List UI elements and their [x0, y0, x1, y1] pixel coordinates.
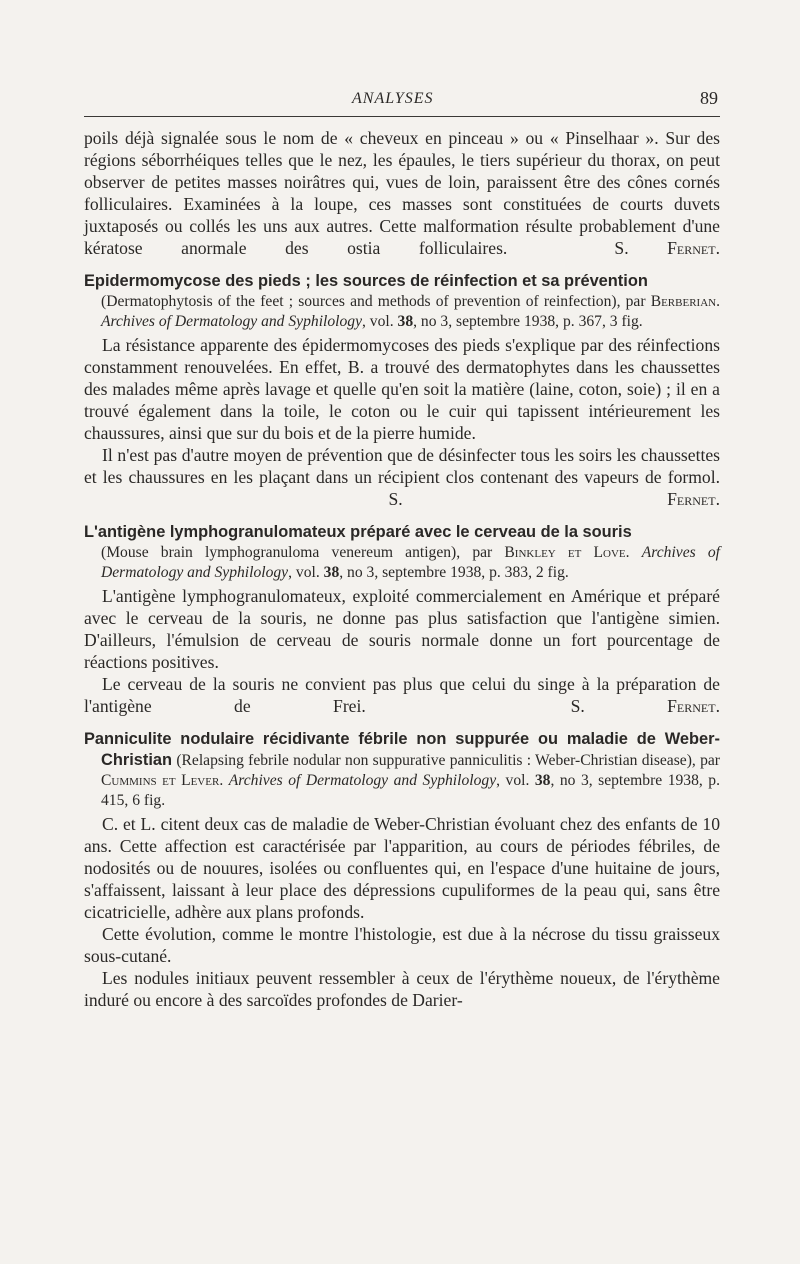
article-1-journal: Archives of Dermatology and Syphilology — [101, 313, 362, 330]
header-rule — [84, 116, 720, 117]
article-2-ref-pre: (Mouse brain lymphogranuloma venereum antigen), par — [101, 544, 505, 561]
article-3-title: Panniculite nodulaire récidivante fébrile non suppurée ou maladie de Weber-Christian — [84, 730, 720, 769]
article-2-body — [84, 585, 720, 717]
article-2-vol-pre: , vol. — [288, 564, 324, 581]
article-2 — [84, 522, 720, 583]
article-1-reference — [84, 271, 720, 332]
running-title: ANALYSES — [352, 90, 434, 107]
article-2-journal: Archives of Dermatology and Syphilology — [101, 544, 721, 581]
article-1-volume: 38 — [397, 313, 414, 330]
article-2-title: L'antigène lymphogranulomateux préparé avec le cerveau de la souris — [84, 523, 632, 541]
article-3-body — [84, 813, 720, 1011]
article-3-paragraph-3: Les nodules initiaux peuvent ressembler à ceux de l'érythème noueux, de l'érythème induré ou encore à des sarcoïdes profondes de Darier- — [84, 968, 720, 1010]
page — [84, 86, 720, 1011]
article-1 — [84, 271, 720, 332]
article-1-authors: Berberian — [650, 293, 717, 310]
article-2-reference — [84, 522, 720, 583]
article-1-ref-pre: (Dermatophytosis of the feet ; sources and methods of prevention of reinfection), par — [101, 293, 651, 310]
intro-paragraph — [84, 127, 720, 259]
intro-signature: S. Fernet. — [614, 238, 720, 258]
running-head — [84, 86, 720, 116]
intro-text: poils déjà signalée sous le nom de « cheveux en pinceau » ou « Pinselhaar ». Sur des régions séborrhéiques telles que le nez, les épaules, le tiers supérieur du thorax, on peut observer de petites masses noirâtres qui, vues de loin, paraissent être des cônes cornés folliculaires. Examinées à la loupe, ces masses sont constituées de courts duvets juxtaposés ou collés les uns aux autres. Cette malformation résulte probablement d'une kératose anormale des ostia folliculaires. — [84, 128, 720, 258]
article-3-paragraph-1: C. et L. citent deux cas de maladie de Weber-Christian évoluant chez des enfants de 10 ans. Cette affection est caractérisée par l'apparition, au cours de périodes fébriles, de nodosités ou de nouures, isolées ou confluentes qui, en l'espace d'une huitaine de jours, s'affaissent, laissant à leur place des dépressions cupuliformes de la peau qui, sans être cicatricielle, adhère aux plans profonds. — [84, 814, 720, 922]
article-3 — [84, 729, 720, 811]
article-3-authors: Cummins et Lever — [101, 772, 220, 789]
article-3-ref-post: , no 3, septembre 1938, p. 415, 6 fig. — [101, 772, 720, 809]
article-3-vol-pre: , vol. — [496, 772, 535, 789]
article-1-body — [84, 334, 720, 510]
article-1-signature: S. Fernet. — [388, 489, 720, 509]
article-2-paragraph-2-text: Le cerveau de la souris ne convient pas plus que celui du singe à la préparation de l'antigène de Frei. — [84, 674, 720, 716]
article-3-ref-sep: . — [219, 772, 229, 789]
article-1-paragraph-2-text: Il n'est pas d'autre moyen de prévention que de désinfecter tous les soirs les chaussettes et les chaussures en les plaçant dans un récipient clos contenant des vapeurs de formol. — [84, 445, 720, 487]
article-1-ref-post: , no 3, septembre 1938, p. 367, 3 fig. — [413, 313, 643, 330]
article-2-signature: S. Fernet. — [570, 696, 720, 716]
article-3-ref-pre: (Relapsing febrile nodular non suppurative panniculitis : Weber-Christian disease), par — [172, 752, 720, 769]
article-1-ref-sep: . — [716, 293, 720, 310]
article-3-paragraph-2: Cette évolution, comme le montre l'histologie, est due à la nécrose du tissu graisseux sous-cutané. — [84, 924, 720, 966]
article-2-paragraph-2 — [84, 673, 720, 717]
article-1-title: Epidermomycose des pieds ; les sources de réinfection et sa prévention — [84, 272, 648, 290]
article-2-ref-post: , no 3, septembre 1938, p. 383, 2 fig. — [339, 564, 569, 581]
article-3-journal: Archives of Dermatology and Syphilology — [228, 772, 497, 789]
article-2-volume: 38 — [323, 564, 340, 581]
article-1-paragraph-1: La résistance apparente des épidermomycoses des pieds s'explique par des réinfections constamment renouvelées. En effet, B. a trouvé des dermatophytes dans les chaussettes des malades même après lavage et quelle qu'en soit la matière (laine, coton, soie) ; il en a trouvé également dans la toile, le coton ou le cuir qui tapissent intérieurement les chaussures, ainsi que sur du bois et de la pierre humide. — [84, 335, 720, 443]
article-2-ref-sep: . — [625, 544, 642, 561]
article-2-paragraph-1: L'antigène lymphogranulomateux, exploité commercialement en Amérique et préparé avec le cerveau de la souris, ne donne pas plus satisfaction que l'antigène simien. D'ailleurs, l'émulsion de cerveau de souris normale donne un fort pourcentage de réactions positives. — [84, 586, 720, 672]
article-3-volume: 38 — [534, 772, 551, 789]
article-1-vol-pre: , vol. — [362, 313, 398, 330]
page-number: 89 — [700, 88, 718, 108]
article-2-authors: Binkley et Love — [504, 544, 626, 561]
article-1-paragraph-2 — [84, 444, 720, 510]
article-3-reference — [84, 729, 720, 811]
